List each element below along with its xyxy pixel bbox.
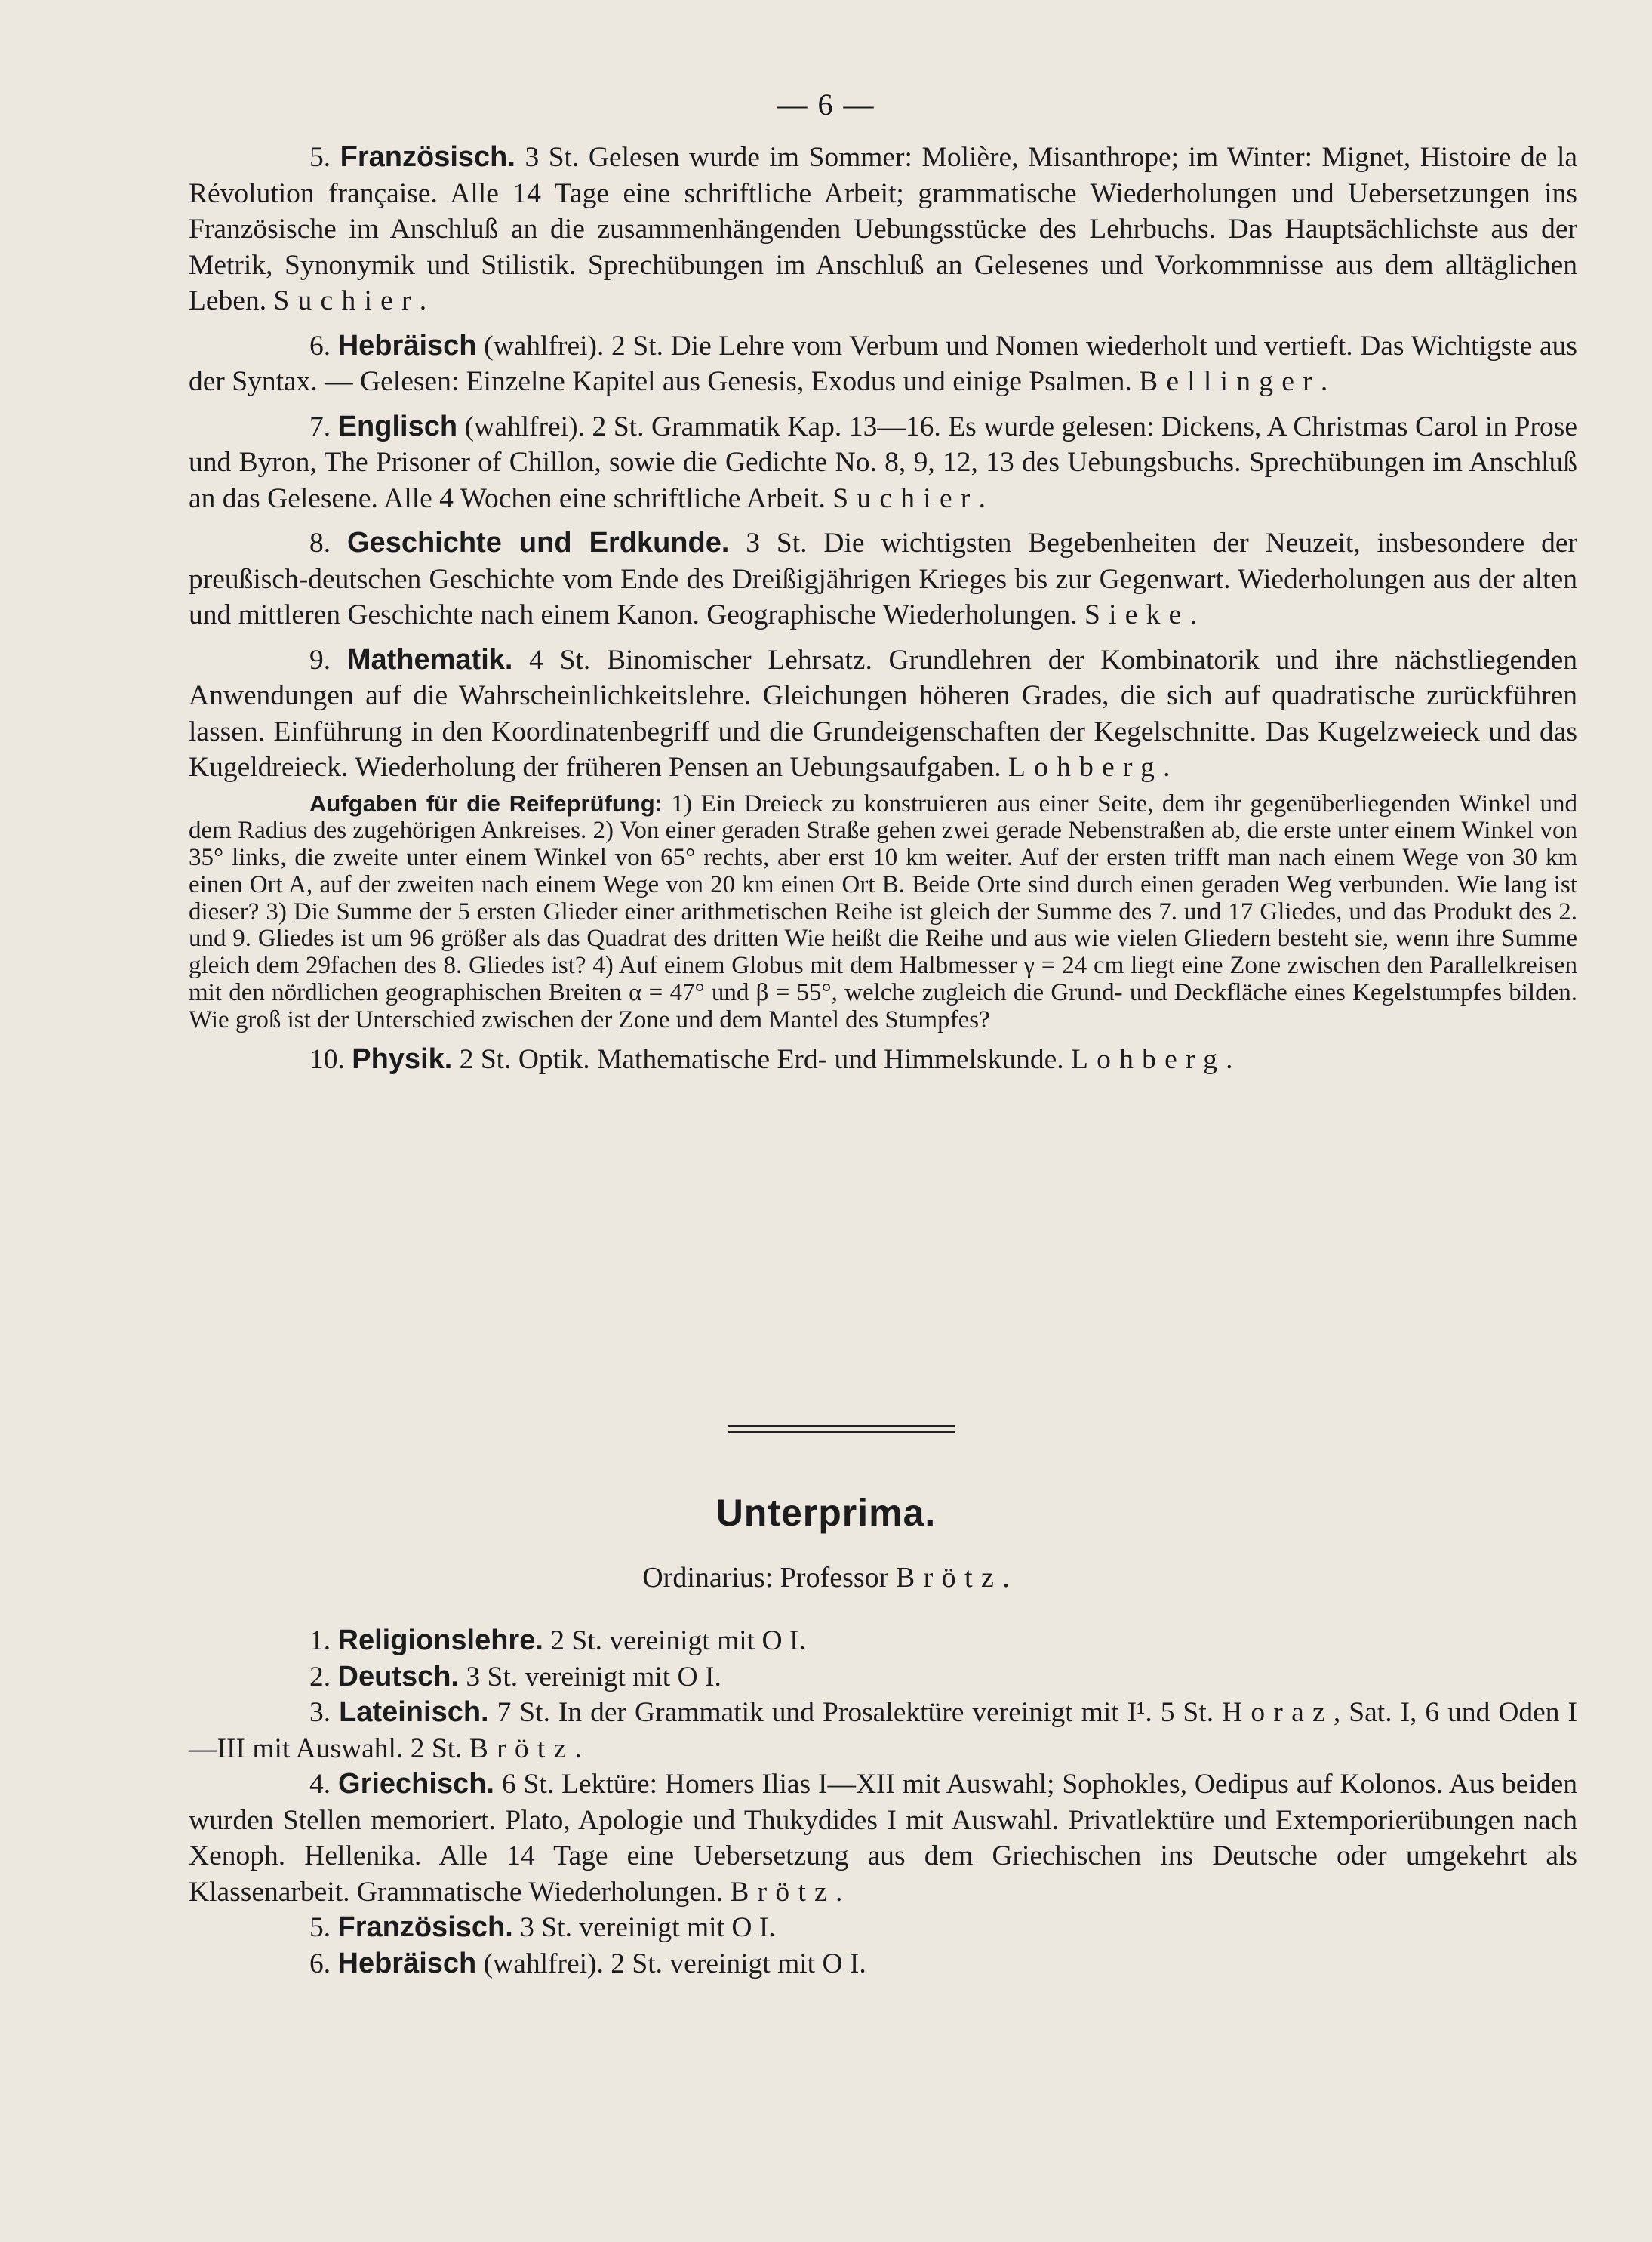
section-englisch: 7. Englisch (wahlfrei). 2 St. Grammatik Kap. 13—16. Es wurde gelesen: Dickens, A Christmas Carol in Prose und Byron, The Prisoner of Chillon, sowie die Gedichte No. 8, 9, 12, 13 des Uebungsbuchs. Sprechübungen im Anschluß an das Gelesene. Alle 4 Wochen eine schriftliche Arbeit. Suchier. [189, 410, 1578, 514]
subject-heading: Griechisch. [338, 1768, 494, 1800]
teacher-name: Bellinger [1139, 366, 1321, 397]
subject-griechisch: 4. Griechisch. 6 St. Lektüre: Homers Ilias I—XII mit Auswahl; Sophokles, Oedipus auf Kolonos. Aus beiden wurden Stellen memoriert. Plato, Apologie und Thukydides I mit Auswahl. Privatlektüre und Extemporierübungen nach Xenoph. Hellenika. Alle 14 Tage eine Uebersetzung aus dem Griechischen ins Deutsche oder umgekehrt als Klassenarbeit. Grammatische Wiederholungen. Brötz. [189, 1768, 1578, 1908]
section-heading: Physik. [352, 1042, 453, 1075]
section-mathematik: 9. Mathematik. 4 St. Binomischer Lehrsatz. Grundlehren der Kombinatorik und ihre nächstliegenden Anwendungen auf die Wahrscheinlichkeitslehre. Gleichungen höheren Grades, die sich auf quadratische zurückführen lassen. Einführung in den Koordinatenbegriff und die Grundeigenschaften der Kegelschnitte. Das Kugelzweieck und das Kugeldreieck. Wiederholung der früheren Pensen an Uebungsaufgaben. Lohberg. [189, 643, 1577, 783]
section-franzoesisch: 5. Französisch. 3 St. Gelesen wurde im Sommer: Molière, Misanthrope; im Winter: Mignet, Histoire de la Révolution française. Alle 14 Tage eine schriftliche Arbeit; grammatische Wiederholungen und Uebersetzungen ins Französische im Anschluß an die zusammenhängenden Uebungsstücke des Lehrbuchs. Das Hauptsächlichste aus der Metrik, Synonymik und Stilistik. Sprechübungen im Anschluß an Gelesenes und Vorkommnisse aus dem alltäglichen Leben. Suchier. [189, 141, 1578, 316]
ordinarius-line: Ordinarius: Professor Brötz. [642, 1562, 1010, 1594]
section-heading: Mathematik. [346, 643, 513, 676]
teacher-name: Suchier [832, 482, 979, 514]
main-text [189, 140, 1577, 1077]
teacher-name: Lohberg [1008, 752, 1164, 783]
divider-rule [728, 1431, 955, 1433]
author-name: Horaz [1222, 1697, 1334, 1728]
subject-heading: Hebräisch [337, 1947, 477, 1979]
subject-hebraeisch: 6. Hebräisch (wahlfrei). 2 St. vereinigt mit O I. [309, 1947, 866, 1979]
unterprima-subjects [189, 1623, 1577, 1982]
subject-deutsch: 2. Deutsch. 3 St. vereinigt mit O I. [309, 1660, 721, 1692]
subject-heading: Französisch. [337, 1911, 513, 1943]
section-heading: Französisch. [340, 141, 515, 173]
aufgaben-heading: Aufgaben für die Reifeprüfung: [309, 790, 663, 817]
ordinarius-name: Brötz [895, 1562, 1003, 1594]
teacher-name: Sieke [1084, 599, 1190, 630]
subject-franzoesisch: 5. Französisch. 3 St. vereinigt mit O I. [309, 1911, 776, 1943]
teacher-name: Lohberg [1071, 1043, 1226, 1075]
teacher-name: Suchier [273, 285, 420, 316]
section-heading: Hebräisch [337, 329, 477, 362]
section-title: Unterprima. [715, 1492, 937, 1534]
page-number: — 6 — [777, 88, 875, 122]
section-hebraeisch: 6. Hebräisch (wahlfrei). 2 St. Die Lehre vom Verbum und Nomen wiederholt und vertieft. Das Wichtigste aus der Syntax. — Gelesen: Einzelne Kapitel aus Genesis, Exodus und einige Psalmen. Bellinger. [189, 329, 1577, 397]
section-geschichte: 8. Geschichte und Erdkunde. 3 St. Die wichtigsten Begebenheiten der Neuzeit, insbesondere der preußisch-deutschen Geschichte vom Ende des Dreißigjährigen Krieges bis zur Gegenwart. Wiederholungen aus der alten und mittleren Geschichte nach einem Kanon. Geographische Wiederholungen. Sieke. [189, 527, 1578, 630]
teacher-name: Brötz [469, 1732, 575, 1764]
section-physik: 10. Physik. 2 St. Optik. Mathematische Erd- und Himmelskunde. Lohberg. [309, 1042, 1233, 1075]
aufgaben-reifepruefung: Aufgaben für die Reifeprüfung: 1) Ein Dreieck zu konstruieren aus einer Seite, dem ihr gegenüberliegenden Winkel und dem Radius des zugehörigen Ankreises. 2) Von einer geraden Straße gehen zwei gerade Nebenstraßen ab, die erste unter einem Winkel von 35° links, die zweite unter einem Winkel von 65° rechts, aber erst 10 km weiter. Auf der ersten trifft man nach einem Wege von 30 km einen Ort A, auf der zweiten nach einem Wege von 20 km einen Ort B. Beide Orte sind durch einen geraden Weg verbunden. Wie lang ist dieser? 3) Die Summe der 5 ersten Glieder einer arithmetischen Reihe ist gleich der Summe des 7. und 17 Gliedes, und das Produkt des 2. und 9. Gliedes ist um 96 größer als das Quadrat des dritten Wie heißt die Reihe und aus wie vielen Gliedern besteht sie, wenn ihre Summe gleich dem 29fachen des 8. Gliedes ist? 4) Auf einem Globus mit dem Halbmesser γ = 24 cm liegt eine Zone zwischen den Parallelkreisen mit den nördlichen geographischen Breiten α = 47° und β = 55°, welche zugleich die Grund- und Deckfläche eines Kegelstumpfes bilden. Wie groß ist der Unterschied zwischen der Zone und dem Mantel des Stumpfes? [189, 790, 1577, 1033]
section-heading: Englisch [337, 410, 458, 442]
divider-rule [728, 1425, 955, 1427]
teacher-name: Brötz [730, 1876, 835, 1908]
subject-heading: Religionslehre. [337, 1625, 543, 1656]
subject-heading: Deutsch. [337, 1660, 459, 1692]
subject-religionslehre: 1. Religionslehre. 2 St. vereinigt mit O I. [309, 1625, 806, 1656]
subject-lateinisch: 3. Lateinisch. 7 St. In der Grammatik und Prosalektüre vereinigt mit I¹. 5 St. Horaz, Sat. I, 6 und Oden I—III mit Auswahl. 2 St. Brötz. [189, 1696, 1578, 1764]
section-heading: Geschichte und Erdkunde. [347, 527, 730, 559]
subject-heading: Lateinisch. [339, 1696, 489, 1728]
